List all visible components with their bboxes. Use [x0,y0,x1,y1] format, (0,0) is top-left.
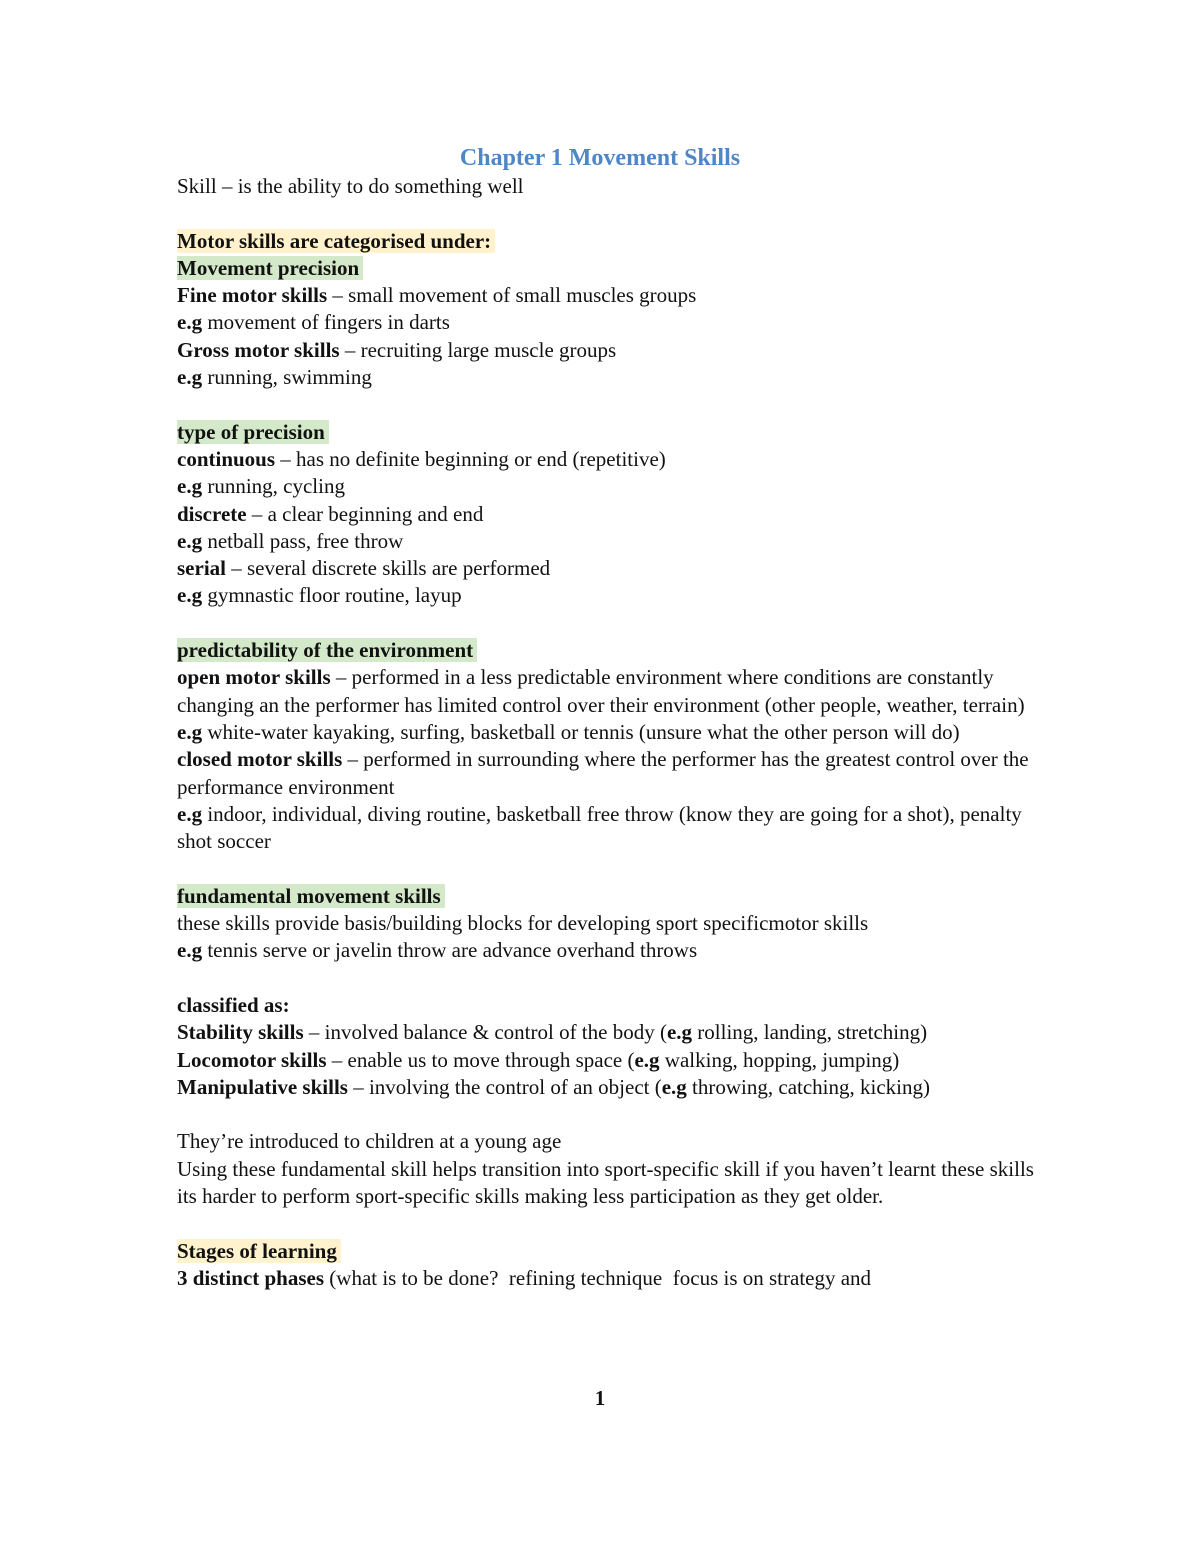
list-item: e.g indoor, individual, diving routine, basketball free throw (know they are going for a shot), penalty shot soccer [177,801,1028,854]
list-item: 3 distinct phases (what is to be done? refining technique focus is on strategy and [177,1265,872,1290]
section-subheading: Movement precision [177,255,1037,282]
paragraph-line: Using these fundamental skill helps transition into sport-specific skill if you haven’t learnt these skills its harder to perform sport-specific skills making less participation as they get older. [177,1156,1040,1208]
intro-text: – is the ability to do something well [216,174,524,198]
list-item: e.g netball pass, free throw [177,528,404,553]
list-item: Manipulative skills – involving the control of an object (e.g throwing, catching, kicking) [177,1074,930,1099]
list-item: Stability skills – involved balance & control of the body (e.g rolling, landing, stretching) [177,1020,928,1045]
intro-term: Skill [177,174,217,198]
list-item: e.g running, swimming [177,365,372,390]
section-heading: type of precision [177,419,1037,446]
page-number: 1 [594,1386,606,1410]
classified-heading: classified as: [177,992,290,1017]
list-item: Locomotor skills – enable us to move through space (e.g walking, hopping, jumping) [177,1047,900,1072]
section-heading: predictability of the environment [177,637,1037,664]
section-heading: fundamental movement skills [177,883,1037,910]
list-item: Fine motor skills – small movement of small muscles groups [177,283,697,308]
list-item: e.g tennis serve or javelin throw are advance overhand throws [177,938,698,963]
list-item: open motor skills – performed in a less predictable environment where conditions are constantly changing an the performer has limited control over their environment (other people, weather, terrain) [177,665,1025,717]
list-item: these skills provide basis/building blocks for developing sport specificmotor skills [177,911,869,936]
list-item: e.g running, cycling [177,474,345,499]
list-item: e.g gymnastic floor routine, layup [177,583,462,608]
list-item: Gross motor skills – recruiting large muscle groups [177,337,617,362]
list-item: serial – several discrete skills are performed [177,556,551,581]
list-item: e.g white-water kayaking, surfing, basketball or tennis (unsure what the other person will do) [177,719,960,744]
list-item: discrete – a clear beginning and end [177,501,484,526]
list-item: e.g movement of fingers in darts [177,310,450,335]
page-title: Chapter 1 Movement Skills [459,145,741,171]
list-item: continuous – has no definite beginning or end (repetitive) [177,446,666,471]
list-item: closed motor skills – performed in surrounding where the performer has the greatest control over the performance environment [177,747,1034,799]
intro-line [177,173,1037,200]
section-heading: Stages of learning [177,1238,1037,1265]
paragraph-line: They’re introduced to children at a young age [177,1129,562,1154]
document-body [177,143,1040,1292]
section-heading: Motor skills are categorised under: [177,228,1037,255]
